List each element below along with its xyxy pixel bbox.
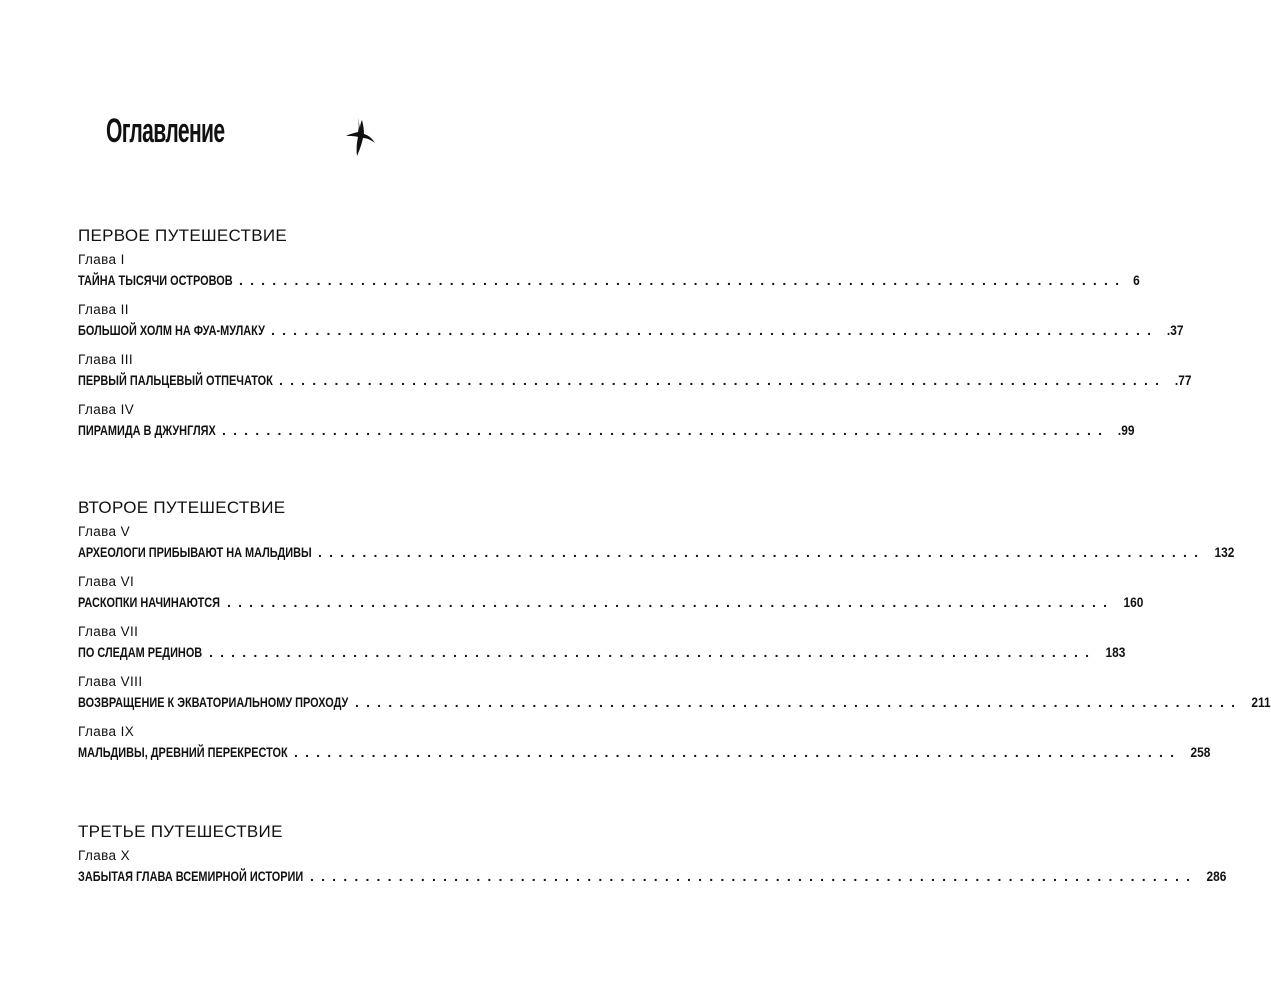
chapter-entry[interactable]: [78, 724, 1211, 774]
chapter-page-number: 211: [1251, 694, 1271, 710]
table-of-contents: [78, 224, 1271, 898]
chapter-label: Глава I: [78, 252, 125, 267]
chapter-row: [78, 591, 1144, 613]
chapter-label: Глава X: [78, 848, 131, 863]
dot-leader: ................................................................................: [355, 694, 1243, 710]
dot-leader: ................................................................................: [222, 422, 1110, 438]
dot-leader: ................................................................................: [239, 272, 1127, 288]
dot-leader: ................................................................................: [318, 544, 1206, 560]
bird-icon: [344, 116, 376, 158]
chapter-row: [78, 319, 1184, 341]
chapter-name: АРХЕОЛОГИ ПРИБЫВАЮТ НА МАЛЬДИВЫ: [78, 544, 312, 560]
chapter-name-wrap: [78, 591, 221, 614]
part-title: ВТОРОЕ ПУТЕШЕСТВИЕ: [78, 498, 286, 517]
chapter-name-wrap: [78, 691, 349, 714]
dot-leader: ................................................................................: [294, 744, 1182, 760]
chapter-label: Глава IV: [78, 402, 135, 417]
chapter-name: БОЛЬШОЙ ХОЛМ НА ФУА-МУЛАКУ: [78, 322, 265, 338]
chapter-entry[interactable]: [78, 624, 1126, 674]
part-title: ТРЕТЬЕ ПУТЕШЕСТВИЕ: [78, 822, 283, 841]
chapter-entry[interactable]: [78, 674, 1271, 724]
chapter-name: ПИРАМИДА В ДЖУНГЛЯХ: [78, 422, 216, 438]
chapter-name: ПЕРВЫЙ ПАЛЬЦЕВЫЙ ОТПЕЧАТОК: [78, 372, 273, 388]
part-second-journey: [78, 496, 1271, 774]
chapter-name-wrap: [78, 319, 265, 342]
chapter-entry[interactable]: [78, 524, 1235, 574]
chapter-page-number: .77: [1175, 372, 1192, 388]
chapter-label: Глава VIII: [78, 674, 143, 689]
chapter-name: ЗАБЫТАЯ ГЛАВА ВСЕМИРНОЙ ИСТОРИИ: [78, 868, 304, 884]
page-title: Оглавление: [106, 112, 225, 150]
part-spacer: [78, 774, 526, 820]
chapter-label: Глава VII: [78, 624, 139, 639]
chapter-page-number: 183: [1105, 644, 1126, 660]
chapter-row: [78, 641, 1126, 663]
part-spacer: [78, 452, 526, 496]
dot-leader: ................................................................................: [209, 644, 1097, 660]
chapter-name-wrap: [78, 419, 216, 442]
chapter-name-wrap: [78, 865, 304, 888]
chapter-row: [78, 541, 1235, 563]
part-first-journey: [78, 224, 1192, 452]
chapter-label: Глава V: [78, 524, 131, 539]
chapter-row: [78, 741, 1211, 763]
chapter-row: [78, 369, 1192, 391]
dot-leader: ................................................................................: [310, 868, 1198, 884]
dot-leader: ................................................................................: [227, 594, 1115, 610]
chapter-entry[interactable]: [78, 848, 1227, 898]
chapter-page-number: .99: [1118, 422, 1135, 438]
chapter-row: [78, 865, 1227, 887]
chapter-name-wrap: [78, 541, 312, 564]
chapter-label: Глава III: [78, 352, 134, 367]
part-title: ПЕРВОЕ ПУТЕШЕСТВИЕ: [78, 226, 288, 245]
chapter-entry[interactable]: [78, 302, 1184, 352]
chapter-row: [78, 691, 1271, 713]
chapter-label: Глава II: [78, 302, 129, 317]
chapter-page-number: 6: [1133, 272, 1140, 288]
chapter-name: МАЛЬДИВЫ, ДРЕВНИЙ ПЕРЕКРЕСТОК: [78, 744, 288, 760]
chapter-name: ВОЗВРАЩЕНИЕ К ЭКВАТОРИАЛЬНОМУ ПРОХОДУ: [78, 694, 349, 710]
chapter-name: РАСКОПКИ НАЧИНАЮТСЯ: [78, 594, 221, 610]
chapter-entry[interactable]: [78, 574, 1144, 624]
chapter-page-number: 160: [1123, 594, 1144, 610]
chapter-name-wrap: [78, 741, 288, 764]
dot-leader: ................................................................................: [271, 322, 1159, 338]
chapter-name-wrap: [78, 269, 233, 292]
chapter-label: Глава VI: [78, 574, 135, 589]
dot-leader: ................................................................................: [279, 372, 1167, 388]
chapter-page-number: 258: [1190, 744, 1211, 760]
chapter-row: [78, 269, 1140, 291]
chapter-entry[interactable]: [78, 352, 1192, 402]
chapter-row: [78, 419, 1135, 441]
chapter-page-number: 286: [1206, 868, 1227, 884]
chapter-page-number: 132: [1214, 544, 1235, 560]
chapter-name: ТАЙНА ТЫСЯЧИ ОСТРОВОВ: [78, 272, 233, 288]
chapter-label: Глава IX: [78, 724, 135, 739]
chapter-name-wrap: [78, 641, 203, 664]
chapter-entry[interactable]: [78, 402, 1135, 452]
chapter-name: ПО СЛЕДАМ РЕДИНОВ: [78, 644, 203, 660]
chapter-page-number: .37: [1167, 322, 1184, 338]
chapter-name-wrap: [78, 369, 273, 392]
chapter-entry[interactable]: [78, 252, 1140, 302]
part-third-journey: [78, 820, 1227, 898]
